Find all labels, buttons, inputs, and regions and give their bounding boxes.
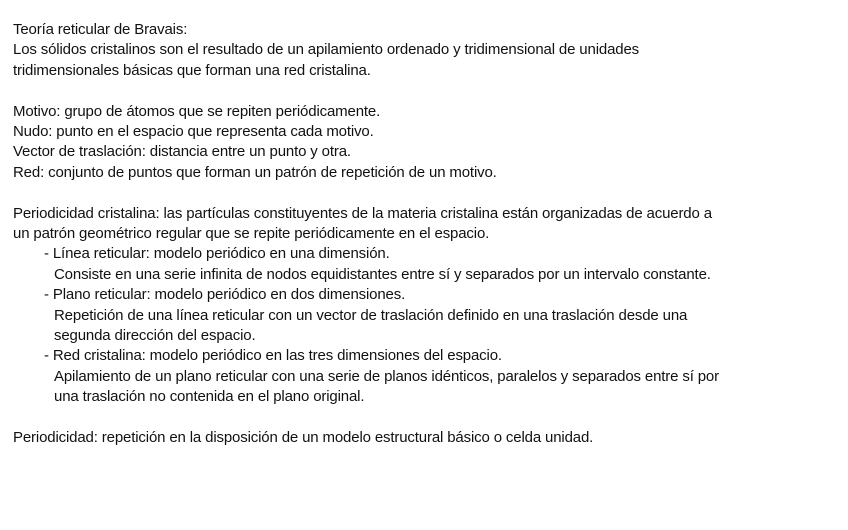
definition-nudo: Nudo: punto en el espacio que representa cada motivo. (13, 123, 374, 141)
item-plano-heading: - Plano reticular: modelo periódico en dos dimensiones. (44, 286, 406, 304)
item-plano-body: Repetición de una línea reticular con un vector de traslación definido en una traslación desde una (54, 306, 688, 324)
intro-text-line: tridimensionales básicas que forman una red cristalina. (13, 61, 371, 79)
periodicity-text-line: Periodicidad cristalina: las partículas constituyentes de la materia cristalina están organizadas de acuerdo a (13, 204, 712, 222)
definition-red: Red: conjunto de puntos que forman un patrón de repetición de un motivo. (13, 163, 497, 181)
intro-title: Teoría reticular de Bravais: (13, 21, 188, 38)
paragraph-gap (13, 81, 843, 101)
item-red-body: una traslación no contenida en el plano original. (54, 388, 365, 406)
item-linea-body: Consiste en una serie infinita de nodos equidistantes entre sí y separados por un intervalo constante. (54, 265, 711, 283)
item-plano-body: segunda dirección del espacio. (54, 327, 256, 345)
item-red-heading: - Red cristalina: modelo periódico en las tres dimensiones del espacio. (44, 347, 502, 365)
paragraph-gap (13, 408, 843, 428)
intro-text-line: Los sólidos cristalinos son el resultado de un apilamiento ordenado y tridimensional de unidades (13, 41, 639, 59)
item-red-body: Apilamiento de un plano reticular con una serie de planos idénticos, paralelos y separados entre sí por (54, 367, 719, 385)
definition-motivo: Motivo: grupo de átomos que se repiten periódicamente. (13, 102, 381, 120)
definition-vector: Vector de traslación: distancia entre un punto y otra. (13, 143, 351, 161)
item-linea-heading: - Línea reticular: modelo periódico en una dimensión. (44, 245, 390, 263)
conclusion-text: Periodicidad: repetición en la disposición de un modelo estructural básico o celda unidad. (13, 429, 594, 447)
paragraph-gap (13, 183, 843, 203)
periodicity-text-line: un patrón geométrico regular que se repite periódicamente en el espacio. (13, 225, 490, 243)
document-body (13, 20, 843, 448)
